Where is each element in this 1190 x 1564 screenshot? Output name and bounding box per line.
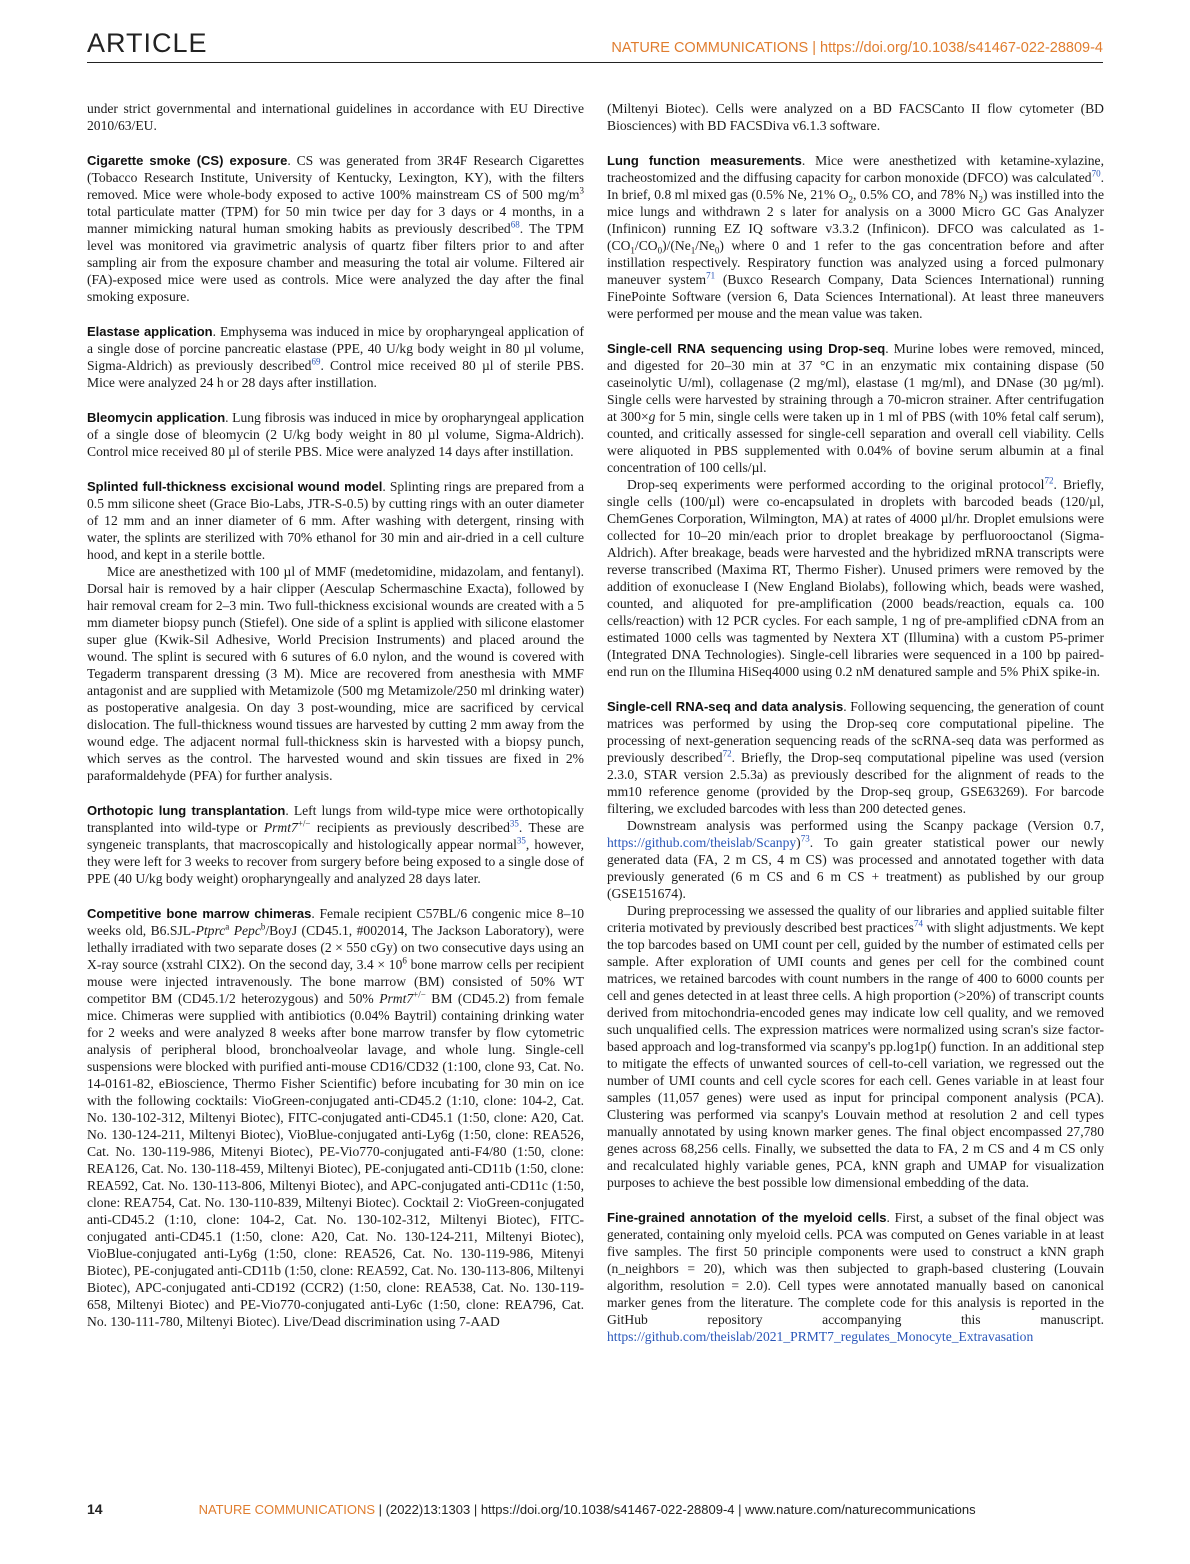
section-heading: Bleomycin application [87,410,226,425]
section-heading: Lung function measurements [607,153,802,168]
paragraph: During preprocessing we assessed the quality of our libraries and applied suitable filter criteria motivated by previously described best practices$^{74}$ with slight adjustments. We kept the top barcodes based on UMI count per cell, guided by the number of estimated cells per sample. After exploration of UMI counts and genes per cell for the combined count matrices, we retained barcodes with count numbers in the range of 400 to 6000 counts per cell and genes detected in at least three cells. A high proportion (>20%) of transcript counts derived from mitochondria-encoded genes may indicate low cell quality, and we removed such unqualified cells. The expression matrices were normalized using scran's size factor-based approach and log-transformed via scanpy's pp.log1p() function. In an additional step to mitigate the effects of unwanted sources of cell-to-cell variation, we regressed out the number of UMI counts and cell cycle scores for each cell. Genes variable in at least four samples (11,057 genes) were used as input for principal component analysis (PCA). Clustering was performed via scanpy's Louvain method at resolution 2 and cell types manually annotated by using known marker genes. The final object encompassed 27,780 genes across 68,256 cells. Finally, we subsetted the data to FA, 2 m CS and 4 m CS only and recalculated highly variable genes, PCA, kNN graph and UMAP for visualization purposes to achieve the best possible low dimensional embedding of the data. [607,903,1104,1190]
paragraph-lung-function: Lung function measurements. Mice were anesthetized with ketamine-xylazine, tracheostomized and the diffusing capacity for carbon monoxide (DFCO) was calculated$^{70}$. In brief, 0.8 ml mixed gas (0.5% Ne, 21% $O_2$, 0.5% CO, and 78% $N_2$) was instilled into the mice lungs and withdrawn 2 s later for analysis on a 3000 Micro GC Gas Analyzer (Infinicon) running EZ IQ software v3.3.2 (Infinicon). DFCO was calculated as $1-(CO_1/CO_0)/(Ne_1/Ne_0)$ where 0 and 1 refer to the gas concentration before and after instillation respectively. Respiratory function was analyzed using a forced pulmonary maneuver system$^{71}$ (Buxco Research Company, Data Sciences International) running FinePointe Software (version 6, Data Sciences International). At least three maneuvers were performed per mouse and the mean value was taken. [607,153,1104,321]
section-heading: Competitive bone marrow chimeras [87,906,312,921]
paragraph: Drop-seq experiments were performed according to the original protocol$^{72}$. Briefly, single cells (100/µl) were co-encapsulated in droplets with barcoded beads (120/µl, ChemGenes Corporation, Wilmington, MA) at rates of 4000 µl/hr. Droplet emulsions were collected for 10–20 min/each prior to droplet breakage by perfluorooctanol (Sigma-Aldrich). After breakage, beads were harvested and the hybridized mRNA transcripts were reverse transcribed (Maxima RT, Thermo Fisher). Unused primers were removed by the addition of exonuclease I (New England Biolabs), following which, beads were washed, counted, and aliquoted for pre-amplification (2000 beads/reaction, equals ca. 100 cells/reaction) with 12 PCR cycles. For each sample, 1 ng of pre-amplified cDNA from an estimated 1000 cells was tagmented by Nextera XT (Illumina) with a custom P5-primer (Integrated DNA Technologies). Single-cell libraries were sequenced in a 100 bp paired-end run on the Illumina HiSeq4000 using 0.2 nM denatured sample and 5% PhiX spike-in. [607,475,1104,679]
reference-link[interactable]: 72 [722,748,732,759]
reference-link[interactable]: 69 [311,356,321,367]
reference-link[interactable]: 68 [510,219,520,230]
reference-link[interactable]: 35 [516,835,526,846]
paragraph: Mice are anesthetized with 100 µl of MMF (medetomidine, midazolam, and fentanyl). Dorsal hair is removed by a hair clipper (Aesculap Schermaschine Exacta), followed by hair removal cream for 2–3 min. Two full-thickness excisional wounds are created with a 5 mm diameter biopsy punch (Stiefel). One side of a splint is applied with silicone elastomer super glue (Kwik-Sil Adhesive, World Precision Instruments) and placed around the wound. The splint is secured with 6 sutures of 6.0 nylon, and the wound is covered with Tegaderm transparent dressing (3 M). Mice are recovered from anesthesia with MMF antagonist and are supplied with Metamizole (500 mg Metamizole/250 ml drinking water) as postoperative analgesia. On day 3 post-wounding, mice are sacrificed by cervical dislocation. The full-thickness wound tissues are harvested by cutting 2 mm away from the wound edge. The adjacent normal full-thickness skin is harvested with a biopsy punch, which serves as the control. The harvested wound and skin tissues are fixed in 2% paraformaldehyde (PFA) for further analysis. [87,564,584,783]
paragraph-cigarette-smoke: Cigarette smoke (CS) exposure. CS was generated from 3R4F Research Cigarettes (Tobacco Research Institute, University of Kentucky, Lexington, KY), with the filters removed. Mice were whole-body exposed to active 100% mainstream CS of 500 $mg/m^3$ total particulate matter (TPM) for 50 min twice per day for 3 days or 4 months, in a manner mimicking natural human smoking habits as previously described$^{68}$. The TPM level was monitored via gravimetric analysis of quartz fiber filters prior to and after sampling air from the exposure chamber and measuring the total air volume. Filtered air (FA)-exposed mice were used as controls. Mice were analyzed the day after the final smoking exposure. [87,153,584,304]
paragraph-data-analysis: Single-cell RNA-seq and data analysis. Following sequencing, the generation of count matrices was performed by using the Drop-seq core computational pipeline. The processing of next-generation sequencing reads of the scRNA-seq data was performed as previously described$^{72}$. Briefly, the Drop-seq computational pipeline was used (version 2.3.0, STAR version 2.5.3a) as previously described for the alignment of reads to the mm10 reference genome (provided by the Drop-seq group, GSE63269). For barcode filtering, we excluded barcodes with less than 200 detected genes. [607,699,1104,816]
paragraph-wound-model: Splinted full-thickness excisional wound model. Splinting rings are prepared from a 0.5 mm silicone sheet (Grace Bio-Labs, JTR-S-0.5) by cutting rings with an outer diameter of 12 mm and an inner diameter of 6 mm. After washing with detergent, rinsing with water, the splints are sterilized with 70% ethanol for 30 min and air-dried in a cell culture hood, and kept in a sterile bottle. [87,479,584,562]
section-heading: Fine-grained annotation of the myeloid cells [607,1210,887,1225]
header-rule [87,62,1103,63]
section-heading: Single-cell RNA sequencing using Drop-seq [607,341,886,356]
scanpy-link[interactable]: https://github.com/theislab/Scanpy [607,835,797,850]
reference-link[interactable]: 71 [706,270,716,281]
right-column [607,100,1104,1345]
section-heading: Cigarette smoke (CS) exposure [87,153,288,168]
reference-link[interactable]: 73 [800,833,810,844]
paragraph-myeloid-annotation: Fine-grained annotation of the myeloid cells. First, a subset of the final object was generated, containing only myeloid cells. PCA was computed on Genes variable in at least five samples. The first 50 principle components were used to construct a kNN graph (n_neighbors = 20), which was then subjected to graph-based clustering (Louvain algorithm, resolution = 2.0). Cell types were annotated manually based on canonical marker genes from the literature. The complete code for this analysis is reported in the GitHub repository accompanying this manuscript. https://github.com/theislab/2021_PRMT7_regulates_Monocyte_Extravasation [607,1210,1104,1344]
paragraph-bone-marrow: Competitive bone marrow chimeras. Female recipient C57BL/6 congenic mice 8–10 weeks old, B6.SJL-Ptprc$^a$ Pepc$^b$/BoyJ (CD45.1, #002014, The Jackson Laboratory), were lethally irradiated with two separate doses (2 × 550 cGy) on two consecutive days using an X-ray source (xstrahl CIX2). On the second day, $3.4 \times 10^6$ bone marrow cells per recipient mouse were injected intravenously. The bone marrow (BM) consisted of 50% WT competitor BM (CD45.1/2 heterozygous) and 50% Prmt7+/− BM (CD45.2) from female mice. Chimeras were supplied with antibiotics (0.04% Baytril) containing drinking water for 2 weeks and were analyzed 8 weeks after bone marrow transfer by flow cytometric analysis of peripheral blood, bronchoalveolar lavage, and whole lung. Single-cell suspensions were blocked with purified anti-mouse CD16/CD32 (1:100, clone 93, Cat. No. 14-0161-82, eBioscience, Thermo Fisher Scientific) before incubating for 30 min on ice with the following cocktails: VioGreen-conjugated anti-CD45.2 (1:10, clone: 104-2, Cat. No. 130-102-312, Miltenyi Biotec), FITC-conjugated anti-CD45.1 (1:50, clone: A20, Cat. No. 130-124-211, Miltenyi Biotec), VioBlue-conjugated anti-Ly6g (1:50, clone: REA526, Cat. No. 130-119-986, Mitenyi Biotec), PE-Vio770-conjugated anti-F4/80 (1:50, clone: REA126, Cat. No. 130-118-459, Miltenyi Biotec), PE-conjugated anti-CD11b (1:50, clone: REA592, Cat. No. 130-113-806, Miltenyi Biotec), and APC-conjugated anti-CD11c (1:50, clone: REA754, Cat. No. 130-110-839, Miltenyi Biotec). Cocktail 2: VioGreen-conjugated anti-CD45.2 (1:10, clone: 104-2, Cat. No. 130-102-312, Miltenyi Biotec), FITC-conjugated anti-CD45.1 (1:50, clone: A20, Cat. No. 130-124-211, Miltenyi Biotec), VioBlue-conjugated anti-Ly6g (1:50, clone: REA526, Cat. No. 130-119-986, Mitenyi Biotec), PE-conjugated anti-CD11b (1:50, clone: REA592, Cat. No. 130-113-806, Miltenyi Biotec), APC-conjugated anti-CD192 (CCR2) (1:50, clone: REA538, Cat. No. 130-119-658, Miltenyi Biotec) and PE-Vio770-conjugated anti-Ly6c (1:50, clone: REA796, Cat. No. 130-111-780, Miltenyi Biotec). Live/Dead discrimination using 7-AAD [87,906,585,1329]
reference-link[interactable]: 70 [1091,168,1101,179]
section-heading: Orthotopic lung transplantation [87,803,286,818]
reference-link[interactable]: 74 [913,918,923,929]
paragraph-drop-seq: Single-cell RNA sequencing using Drop-seq. Murine lobes were removed, minced, and digested for 20–30 min at 37 °C in an enzymatic mix containing dispase (50 caseinolytic U/ml), collagenase (2 mg/ml), elastase (1 mg/ml), and DNase (30 µg/ml). Single cells were harvested by straining through a 70-micron strainer. After centrifugation at 300×g for 5 min, single cells were taken up in 1 ml of PBS (with 10% fetal calf serum), counted, and critically assessed for single-cell separation and overall cell viability. Cells were aliquoted in PBS supplemented with 0.04% of bovine serum albumin at a final concentration of 100 cells/µl. [607,341,1105,475]
reference-link[interactable]: 72 [1044,475,1054,486]
section-heading: Splinted full-thickness excisional wound model [87,479,383,494]
paragraph: (Miltenyi Biotec). Cells were analyzed on a BD FACSCanto II flow cytometer (BD Biosciences) with BD FACSDiva v6.1.3 software. [607,101,1104,133]
paragraph: under strict governmental and international guidelines in accordance with EU Directive 2010/63/EU. [87,101,584,133]
github-repo-link[interactable]: https://github.com/theislab/2021_PRMT7_regulates_Monocyte_Extravasation [607,1329,1034,1344]
footer-journal-name: NATURE COMMUNICATIONS [198,1502,376,1517]
footer-citation[interactable]: | (2022)13:1303 | https://doi.org/10.1038/s41467-022-28809-4 | www.nature.com/naturecommunications [375,1502,976,1517]
page-footer [87,1501,1103,1517]
reference-link[interactable]: 35 [509,818,519,829]
left-column [87,100,584,1330]
journal-doi-header[interactable]: NATURE COMMUNICATIONS | https://doi.org/10.1038/s41467-022-28809-4 [611,40,1103,56]
page-number: 14 [87,1501,103,1517]
paragraph-lung-transplantation: Orthotopic lung transplantation. Left lungs from wild-type mice were orthotopically transplanted into wild-type or Prmt7+/− recipients as previously described$^{35}$. These are syngeneic transplants, that macroscopically and histologically appear normal$^{35}$, however, they were left for 3 weeks to recover from surgery before being exposed to a single dose of PPE (40 U/kg body weight) oropharyngeally and analyzed 28 days later. [87,803,584,886]
section-label: ARTICLE [87,28,208,58]
paragraph-elastase: Elastase application. Emphysema was induced in mice by oropharyngeal application of a single dose of porcine pancreatic elastase (PPE, 40 U/kg body weight in 80 µl volume, Sigma-Aldrich) as previously described$^{69}$. Control mice received 80 µl of sterile PBS. Mice were analyzed 24 h or 28 days after instillation. [87,324,584,390]
paragraph: Downstream analysis was performed using the Scanpy package (Version 0.7, https://github.com/theislab/Scanpy)$^{73}$. To gain greater statistical power our newly generated data (FA, 2 m CS, 4 m CS) was processed and annotated together with data previously generated (6 m CS and 6 m CS + treatment) as published by our group (GSE151674). [607,818,1104,901]
section-heading: Single-cell RNA-seq and data analysis [607,699,844,714]
paragraph-bleomycin: Bleomycin application. Lung fibrosis was induced in mice by oropharyngeal application of a single dose of bleomycin (2 U/kg body weight in 80 µl volume, Sigma-Aldrich). Control mice received 80 µl of sterile PBS. Mice were analyzed 14 days after instillation. [87,410,584,459]
section-heading: Elastase application [87,324,213,339]
